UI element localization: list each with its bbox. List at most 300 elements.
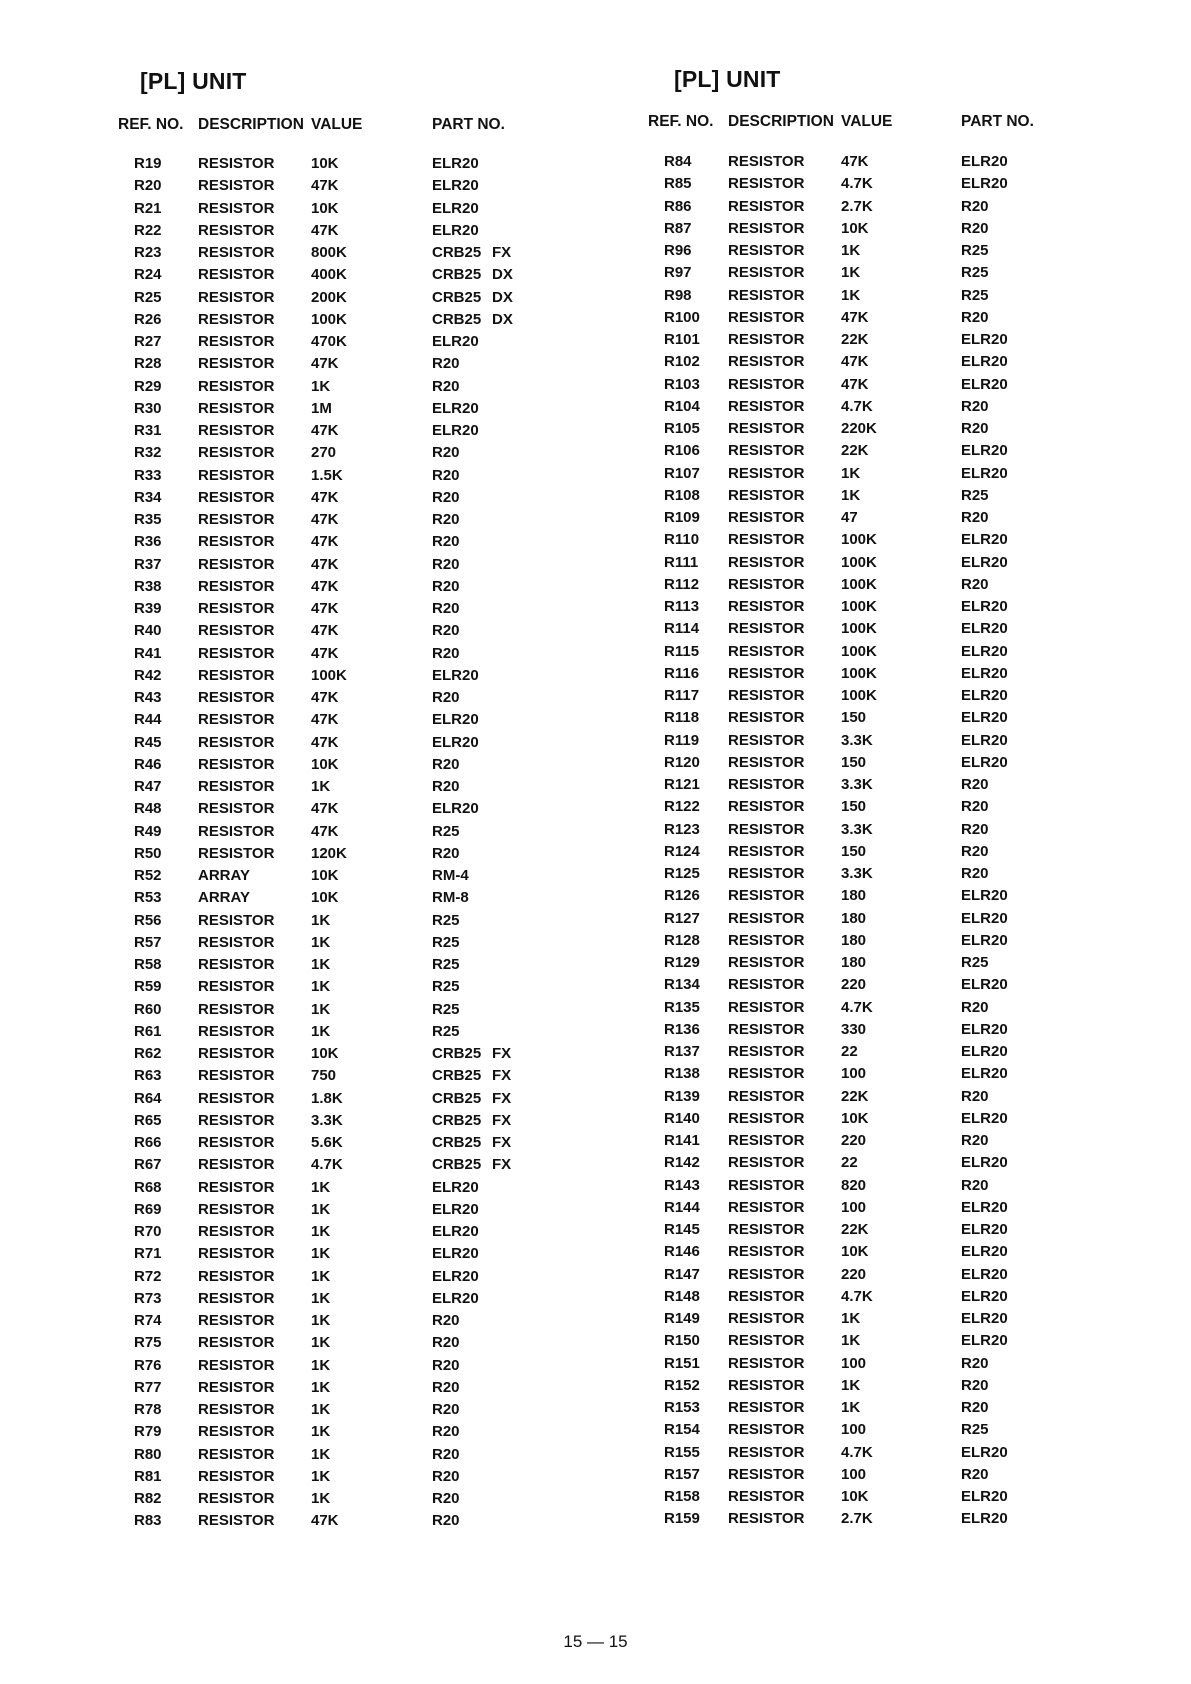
value: 1K	[841, 264, 861, 282]
description: RESISTOR	[728, 753, 805, 771]
part-no: ELR20	[961, 153, 1008, 170]
ref-no: R126	[664, 887, 700, 905]
value: 1K	[311, 1401, 331, 1418]
value: 1K	[841, 242, 861, 259]
description: RESISTOR	[198, 844, 275, 862]
value: 100K	[841, 531, 877, 549]
value: 47K	[311, 1512, 339, 1530]
description: RESISTOR	[198, 1045, 275, 1062]
part-no: R20	[432, 755, 460, 773]
ref-no: R20	[134, 177, 162, 195]
value: 10K	[311, 1045, 339, 1062]
part-no: CRB25	[432, 244, 482, 261]
description: RESISTOR	[728, 954, 805, 971]
part-no: ELR20	[961, 909, 1008, 927]
part-no: ELR20	[432, 800, 479, 818]
description: RESISTOR	[198, 822, 275, 840]
value: 2.7K	[841, 1510, 873, 1528]
description: RESISTOR	[198, 1289, 275, 1307]
part-no: CRB25	[432, 1045, 482, 1062]
description: RESISTOR	[198, 600, 275, 617]
value: 1K	[311, 1490, 331, 1507]
part-no: ELR20	[961, 531, 1008, 549]
part-no: CRB25	[432, 1067, 482, 1085]
description: RESISTOR	[198, 1334, 275, 1352]
description: RESISTOR	[198, 177, 275, 195]
description: RESISTOR	[198, 221, 275, 239]
description: RESISTOR	[198, 1156, 275, 1174]
description: RESISTOR	[198, 266, 275, 284]
value: 10K	[841, 1109, 869, 1127]
value: 180	[841, 909, 867, 927]
part-no: R20	[432, 1334, 460, 1352]
part-no: ELR20	[432, 666, 479, 684]
value: 4.7K	[841, 1287, 873, 1305]
description: RESISTOR	[198, 956, 275, 973]
ref-no: R76	[134, 1356, 162, 1374]
part-no: R20	[432, 622, 460, 640]
part-no: ELR20	[961, 642, 1008, 660]
value: 4.7K	[841, 998, 873, 1016]
value: 3.3K	[841, 820, 873, 838]
ref-no: R145	[664, 1221, 700, 1238]
description: RESISTOR	[198, 199, 275, 217]
description: RESISTOR	[728, 331, 805, 348]
ref-no: R34	[134, 488, 162, 506]
part-no: R20	[961, 509, 989, 526]
ref-no: R71	[134, 1245, 162, 1263]
description: RESISTOR	[728, 1132, 805, 1149]
description: RESISTOR	[198, 555, 275, 573]
value: 47K	[311, 555, 339, 573]
value: 10K	[841, 219, 869, 237]
part-no: R20	[432, 1312, 460, 1329]
description: RESISTOR	[728, 1421, 805, 1439]
value: 10K	[311, 199, 339, 217]
value: 1K	[311, 1000, 331, 1018]
ref-no: R121	[664, 776, 700, 793]
ref-no: R60	[134, 1000, 162, 1018]
ref-no: R87	[664, 219, 692, 237]
value: 1K	[311, 1467, 331, 1485]
ref-no: R97	[664, 264, 692, 282]
description: RESISTOR	[728, 620, 805, 638]
ref-no: R28	[134, 355, 162, 373]
value: 750	[311, 1067, 337, 1085]
ref-no: R75	[134, 1334, 162, 1352]
value: 47K	[311, 822, 339, 840]
ref-no: R138	[664, 1065, 700, 1083]
ref-no: R159	[664, 1510, 700, 1528]
description: RESISTOR	[198, 1312, 275, 1329]
ref-no: R152	[664, 1376, 700, 1394]
description: RESISTOR	[728, 509, 805, 526]
ref-no: R147	[664, 1265, 700, 1283]
value: 100	[841, 1065, 867, 1083]
value: 10K	[841, 1243, 869, 1261]
part-no: R20	[432, 844, 460, 862]
part-no: ELR20	[961, 753, 1008, 771]
value: 1K	[311, 978, 331, 996]
part-no: R25	[432, 933, 460, 951]
ref-no: R129	[664, 954, 700, 971]
ref-no: R157	[664, 1465, 700, 1483]
part-suffix: FX	[492, 1089, 512, 1107]
value: 1K	[311, 911, 331, 929]
description: RESISTOR	[728, 1221, 805, 1238]
ref-no: R41	[134, 644, 162, 662]
description: RESISTOR	[198, 377, 275, 395]
description: RESISTOR	[728, 308, 805, 326]
part-no: R20	[961, 798, 989, 816]
part-no: CRB25	[432, 1089, 482, 1107]
ref-no: R144	[664, 1198, 700, 1216]
part-no: R25	[961, 242, 989, 259]
part-no: ELR20	[432, 1178, 479, 1196]
value: 47K	[311, 800, 339, 818]
value: 3.3K	[841, 865, 873, 882]
ref-no: R120	[664, 753, 700, 771]
part-no: ELR20	[961, 1243, 1008, 1261]
ref-no: R58	[134, 956, 162, 973]
description: RESISTOR	[198, 711, 275, 729]
part-no: R20	[432, 555, 460, 573]
part-no: CRB25	[432, 1134, 482, 1151]
description: RESISTOR	[728, 820, 805, 838]
value: 100K	[841, 553, 877, 571]
part-no: ELR20	[961, 1154, 1008, 1172]
ref-no: R113	[664, 598, 700, 615]
value: 1K	[841, 486, 861, 504]
value: 47K	[841, 308, 869, 326]
ref-no: R57	[134, 933, 162, 951]
part-no: R20	[961, 575, 989, 593]
value: 1K	[311, 1200, 331, 1218]
description: RESISTOR	[728, 642, 805, 660]
description: RESISTOR	[728, 1043, 805, 1060]
value: 1K	[311, 1267, 331, 1285]
part-no: R25	[961, 264, 989, 282]
description: RESISTOR	[198, 488, 275, 506]
description: RESISTOR	[728, 442, 805, 460]
value: 5.6K	[311, 1134, 343, 1151]
ref-no: R23	[134, 244, 162, 261]
part-no: R20	[432, 444, 460, 462]
value: 100	[841, 1198, 867, 1216]
part-no: R20	[961, 865, 989, 882]
ref-no: R108	[664, 486, 700, 504]
part-no: ELR20	[432, 733, 479, 751]
description: RESISTOR	[198, 511, 275, 528]
description: RESISTOR	[728, 887, 805, 905]
value: 1K	[311, 1022, 331, 1040]
ref-no: R42	[134, 666, 162, 684]
part-no: R20	[432, 600, 460, 617]
description: RESISTOR	[728, 1020, 805, 1038]
value: 100K	[841, 620, 877, 638]
value: 100K	[841, 664, 877, 682]
header-description: DESCRIPTION	[198, 116, 304, 133]
description: RESISTOR	[728, 865, 805, 882]
description: RESISTOR	[728, 531, 805, 549]
part-suffix: FX	[492, 244, 512, 261]
part-no: R25	[432, 822, 460, 840]
unit-title: [PL] UNIT	[674, 66, 781, 92]
ref-no: R65	[134, 1111, 162, 1129]
description: RESISTOR	[728, 1065, 805, 1083]
value: 4.7K	[311, 1156, 343, 1174]
part-no: ELR20	[961, 731, 1008, 749]
value: 47	[841, 509, 858, 526]
description: RESISTOR	[198, 1223, 275, 1240]
description: RESISTOR	[198, 978, 275, 996]
ref-no: R31	[134, 422, 162, 439]
part-no: R20	[432, 1356, 460, 1374]
ref-no: R68	[134, 1178, 162, 1196]
value: 1K	[841, 286, 861, 304]
part-no: R20	[961, 219, 989, 237]
part-no: ELR20	[961, 931, 1008, 949]
value: 22K	[841, 442, 869, 460]
ref-no: R43	[134, 689, 162, 706]
description: RESISTOR	[728, 709, 805, 727]
description: RESISTOR	[198, 1089, 275, 1107]
part-no: R20	[961, 1354, 989, 1372]
part-no: R20	[961, 1465, 989, 1483]
description: RESISTOR	[728, 1332, 805, 1350]
part-no: R20	[432, 1467, 460, 1485]
value: 47K	[841, 353, 869, 371]
ref-no: R107	[664, 464, 700, 482]
ref-no: R48	[134, 800, 162, 818]
part-no: R20	[432, 1490, 460, 1507]
value: 150	[841, 753, 867, 771]
part-no: ELR20	[961, 464, 1008, 482]
description: RESISTOR	[198, 288, 275, 306]
part-no: ELR20	[432, 1289, 479, 1307]
part-no: R20	[961, 1087, 989, 1105]
description: RESISTOR	[728, 1443, 805, 1461]
description: RESISTOR	[728, 664, 805, 682]
value: 3.3K	[841, 731, 873, 749]
description: RESISTOR	[198, 1111, 275, 1129]
ref-no: R96	[664, 242, 692, 259]
part-no: ELR20	[961, 1109, 1008, 1127]
value: 220	[841, 1265, 867, 1283]
ref-no: R106	[664, 442, 700, 460]
part-no: ELR20	[961, 976, 1008, 994]
part-no: R20	[432, 1378, 460, 1396]
ref-no: R101	[664, 331, 700, 348]
value: 220K	[841, 420, 877, 437]
value: 47K	[311, 577, 339, 595]
description: RESISTOR	[728, 286, 805, 304]
part-no: ELR20	[961, 1310, 1008, 1327]
part-no: R20	[432, 1401, 460, 1418]
part-no: ELR20	[961, 1287, 1008, 1305]
description: RESISTOR	[728, 1109, 805, 1127]
value: 100	[841, 1465, 867, 1483]
description: RESISTOR	[198, 1490, 275, 1507]
description: RESISTOR	[198, 1067, 275, 1085]
ref-no: R78	[134, 1401, 162, 1418]
ref-no: R104	[664, 397, 700, 415]
ref-no: R128	[664, 931, 700, 949]
part-no: ELR20	[961, 1265, 1008, 1283]
value: 47K	[311, 355, 339, 373]
ref-no: R59	[134, 978, 162, 996]
header-part-no: PART NO.	[432, 116, 505, 133]
value: 1K	[311, 1223, 331, 1240]
description: RESISTOR	[728, 175, 805, 193]
ref-no: R103	[664, 375, 700, 393]
value: 1K	[311, 1245, 331, 1263]
value: 1K	[311, 1356, 331, 1374]
part-no: ELR20	[961, 442, 1008, 460]
ref-no: R98	[664, 286, 692, 304]
part-suffix: FX	[492, 1045, 512, 1062]
value: 47K	[311, 177, 339, 195]
part-no: R20	[961, 1399, 989, 1416]
description: RESISTOR	[728, 486, 805, 504]
part-no: ELR20	[961, 620, 1008, 638]
ref-no: R30	[134, 399, 162, 417]
part-no: R20	[961, 998, 989, 1016]
part-no: ELR20	[961, 331, 1008, 348]
ref-no: R53	[134, 889, 162, 907]
ref-no: R24	[134, 266, 162, 284]
ref-no: R67	[134, 1156, 162, 1174]
description: RESISTOR	[198, 733, 275, 751]
description: RESISTOR	[728, 264, 805, 282]
value: 47K	[311, 488, 339, 506]
value: 1K	[311, 933, 331, 951]
description: RESISTOR	[728, 1310, 805, 1327]
ref-no: R117	[664, 687, 700, 704]
part-no: R25	[961, 954, 989, 971]
value: 180	[841, 887, 867, 905]
part-no: R20	[432, 1423, 460, 1441]
part-no: ELR20	[432, 422, 479, 439]
value: 100K	[841, 642, 877, 660]
part-no: R20	[432, 355, 460, 373]
description: RESISTOR	[728, 731, 805, 749]
ref-no: R72	[134, 1267, 162, 1285]
part-no: ELR20	[961, 1065, 1008, 1083]
part-no: R20	[432, 466, 460, 484]
ref-no: R123	[664, 820, 700, 838]
part-no: R25	[432, 911, 460, 929]
part-no: R25	[961, 486, 989, 504]
ref-no: R33	[134, 466, 162, 484]
description: RESISTOR	[728, 375, 805, 393]
description: RESISTOR	[198, 1200, 275, 1218]
value: 22	[841, 1154, 858, 1172]
ref-no: R79	[134, 1423, 162, 1441]
part-no: RM-4	[432, 867, 469, 884]
description: RESISTOR	[198, 689, 275, 706]
value: 1K	[841, 464, 861, 482]
description: RESISTOR	[198, 310, 275, 328]
value: 1K	[311, 1445, 331, 1463]
ref-no: R25	[134, 288, 162, 306]
part-no: R20	[432, 1512, 460, 1530]
part-no: ELR20	[961, 887, 1008, 905]
value: 1K	[841, 1376, 861, 1394]
part-no: ELR20	[432, 333, 479, 350]
ref-no: R32	[134, 444, 162, 462]
part-no: R20	[961, 776, 989, 793]
part-no: ELR20	[961, 687, 1008, 704]
ref-no: R69	[134, 1200, 162, 1218]
ref-no: R62	[134, 1045, 162, 1062]
header-part-no: PART NO.	[961, 113, 1034, 130]
part-no: ELR20	[961, 553, 1008, 571]
value: 10K	[311, 889, 339, 907]
ref-no: R35	[134, 511, 162, 528]
value: 1K	[311, 1423, 331, 1441]
value: 1.5K	[311, 466, 343, 484]
description: RESISTOR	[198, 800, 275, 818]
value: 1.8K	[311, 1089, 343, 1107]
ref-no: R119	[664, 731, 700, 749]
ref-no: R38	[134, 577, 162, 595]
part-suffix: FX	[492, 1134, 512, 1151]
value: 1M	[311, 399, 332, 417]
ref-no: R137	[664, 1043, 700, 1060]
part-no: R20	[961, 397, 989, 415]
value: 820	[841, 1176, 867, 1194]
value: 100K	[311, 666, 347, 684]
part-no: ELR20	[432, 1267, 479, 1285]
description: RESISTOR	[198, 622, 275, 640]
description: RESISTOR	[728, 1465, 805, 1483]
part-no: ELR20	[432, 155, 479, 172]
ref-no: R85	[664, 175, 692, 193]
part-no: R20	[432, 511, 460, 528]
description: RESISTOR	[728, 575, 805, 593]
ref-no: R134	[664, 976, 700, 994]
part-no: ELR20	[961, 1510, 1008, 1528]
description: RESISTOR	[198, 577, 275, 595]
description: RESISTOR	[198, 1467, 275, 1485]
part-suffix: FX	[492, 1067, 512, 1085]
part-no: ELR20	[961, 1020, 1008, 1038]
value: 47K	[311, 711, 339, 729]
part-suffix: FX	[492, 1156, 512, 1174]
value: 1K	[841, 1399, 861, 1416]
value: 2.7K	[841, 197, 873, 215]
value: 3.3K	[841, 776, 873, 793]
description: RESISTOR	[198, 1022, 275, 1040]
part-no: ELR20	[961, 598, 1008, 615]
part-no: R25	[432, 1000, 460, 1018]
value: 1K	[311, 1289, 331, 1307]
part-no: CRB25	[432, 266, 482, 284]
header-ref-no: REF. NO.	[648, 113, 714, 130]
part-no: ELR20	[432, 711, 479, 729]
value: 22	[841, 1043, 858, 1060]
description: RESISTOR	[198, 1267, 275, 1285]
ref-no: R115	[664, 642, 700, 660]
part-no: R20	[432, 533, 460, 551]
ref-no: R110	[664, 531, 700, 549]
value: 180	[841, 931, 867, 949]
ref-no: R158	[664, 1488, 700, 1505]
unit-title: [PL] UNIT	[140, 68, 247, 94]
value: 10K	[311, 867, 339, 884]
value: 4.7K	[841, 175, 873, 193]
